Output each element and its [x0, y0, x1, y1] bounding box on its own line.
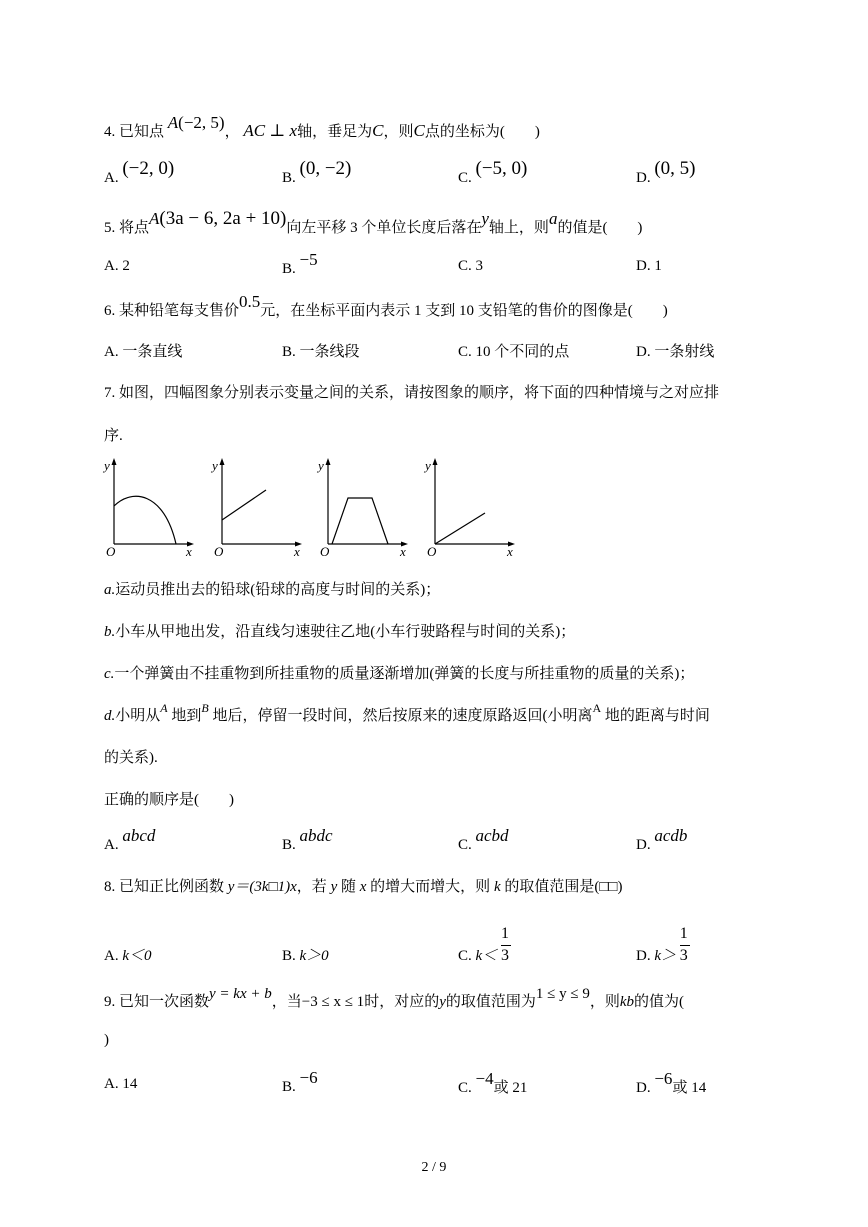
q7-option-a[interactable]: A. abcd — [104, 826, 156, 853]
q9-stem-line2: ) — [104, 1032, 109, 1048]
page-number: 2 / 9 — [421, 1160, 447, 1175]
q4-option-d[interactable]: D. (0, 5) — [636, 158, 696, 186]
q9-option-b[interactable]: B. −6 — [282, 1068, 318, 1095]
graph-4-y-label: y — [425, 458, 431, 473]
q7-stem-line2: 序. — [104, 428, 123, 444]
q5-option-a[interactable]: A. 2 — [104, 258, 130, 274]
graph-1-y-label: y — [104, 458, 110, 473]
q4-option-c[interactable]: C. (−5, 0) — [458, 158, 528, 186]
q8-option-c[interactable]: C. k＜ $\frac{1}{3}$ — [458, 944, 513, 967]
q9-option-d[interactable]: D. −6或 14 — [636, 1069, 707, 1096]
graph-2-origin: O — [214, 544, 224, 559]
q8-option-d[interactable]: D. k＞ $\frac{1}{3}$ — [636, 944, 692, 967]
q6-option-d[interactable]: D. 一条射线 — [636, 344, 715, 360]
graph-4-origin: O — [427, 544, 437, 559]
q7-scenario-d: d.小明从$^A$ 地到$^B$ 地后，停留一段时间，然后按原来的速度原路返回(小明离$^A$ 地的距离与时间 — [104, 701, 710, 724]
q8-option-b[interactable]: B. k＞0 — [282, 948, 329, 964]
q7-graph-3 — [316, 456, 412, 565]
q6-option-b[interactable]: B. 一条线段 — [282, 344, 360, 360]
q5-option-d[interactable]: D. 1 — [636, 258, 662, 274]
graph-3-y-label: y — [318, 458, 324, 473]
q6-option-c[interactable]: C. 10 个不同的点 — [458, 344, 570, 360]
q9-option-a[interactable]: A. 14 — [104, 1076, 138, 1092]
q9-stem: 9. 已知一次函数y = kx + b，当−3 ≤ x ≤ 1时，对应的y的取值范围为1 ≤ y ≤ 9，则kb的值为( — [104, 986, 685, 1010]
q4-option-b[interactable]: B. (0, −2) — [282, 158, 352, 186]
graph-3-x-label: x — [400, 544, 406, 559]
q6-option-a[interactable]: A. 一条直线 — [104, 344, 183, 360]
q5-option-c[interactable]: C. 3 — [458, 258, 484, 274]
q4-stem: 4. 已知点 A(−2, 5)， AC ⊥ x轴，垂足为C，则C点的坐标为( ) — [104, 113, 540, 140]
q7-graph-4 — [423, 456, 519, 565]
q9-option-c[interactable]: C. −4或 21 — [458, 1069, 528, 1096]
q7-scenario-d-line2: 的关系). — [104, 750, 158, 766]
q4-option-a[interactable]: A. (−2, 0) — [104, 158, 175, 186]
graph-3-origin: O — [320, 544, 330, 559]
q6-stem: 6. 某种铅笔每支售价0.5元，在坐标平面内表示 1 支到 10 支铅笔的售价的图像是( ) — [104, 292, 668, 319]
q7-stem-line1: 7. 如图，四幅图象分别表示变量之间的关系，请按图象的顺序，将下面的四种情境与之对应排 — [104, 385, 720, 401]
fraction-one-third: $\frac{1}{3}$ — [679, 924, 688, 964]
fraction-one-third: $\frac{1}{3}$ — [500, 924, 509, 964]
graph-2-x-label: x — [294, 544, 300, 559]
q7-graph-2 — [210, 456, 306, 565]
q5-stem: 5. 将点A(3a − 6, 2a + 10)向左平移 3 个单位长度后落在y轴上，则a的值是( ) — [104, 208, 643, 236]
q7-scenario-b: b.小车从甲地出发，沿直线匀速驶往乙地(小车行驶路程与时间的关系)； — [104, 624, 576, 640]
q7-scenario-a: a.运动员推出去的铅球(铅球的高度与时间的关系)； — [104, 582, 441, 598]
graph-1-origin: O — [106, 544, 116, 559]
q7-option-b[interactable]: B. abdc — [282, 826, 333, 853]
q7-answer-prompt: 正确的顺序是( ) — [104, 792, 234, 808]
q5-option-b[interactable]: B. −5 — [282, 250, 318, 277]
q7-graph-1 — [102, 456, 198, 565]
graph-4-x-label: x — [507, 544, 513, 559]
q8-stem: 8. 已知正比例函数 y＝(3k□1)x，若 y 随 x 的增大而增大，则 k 的取值范围是(□□) — [104, 879, 623, 895]
q7-option-d[interactable]: D. acdb — [636, 826, 688, 853]
q7-option-c[interactable]: C. acbd — [458, 826, 509, 853]
q7-scenario-c: c.一个弹簧由不挂重物到所挂重物的质量逐渐增加(弹簧的长度与所挂重物的质量的关系)； — [104, 666, 695, 682]
graph-1-x-label: x — [186, 544, 192, 559]
q8-option-a[interactable]: A. k＜0 — [104, 948, 152, 964]
graph-2-y-label: y — [212, 458, 218, 473]
